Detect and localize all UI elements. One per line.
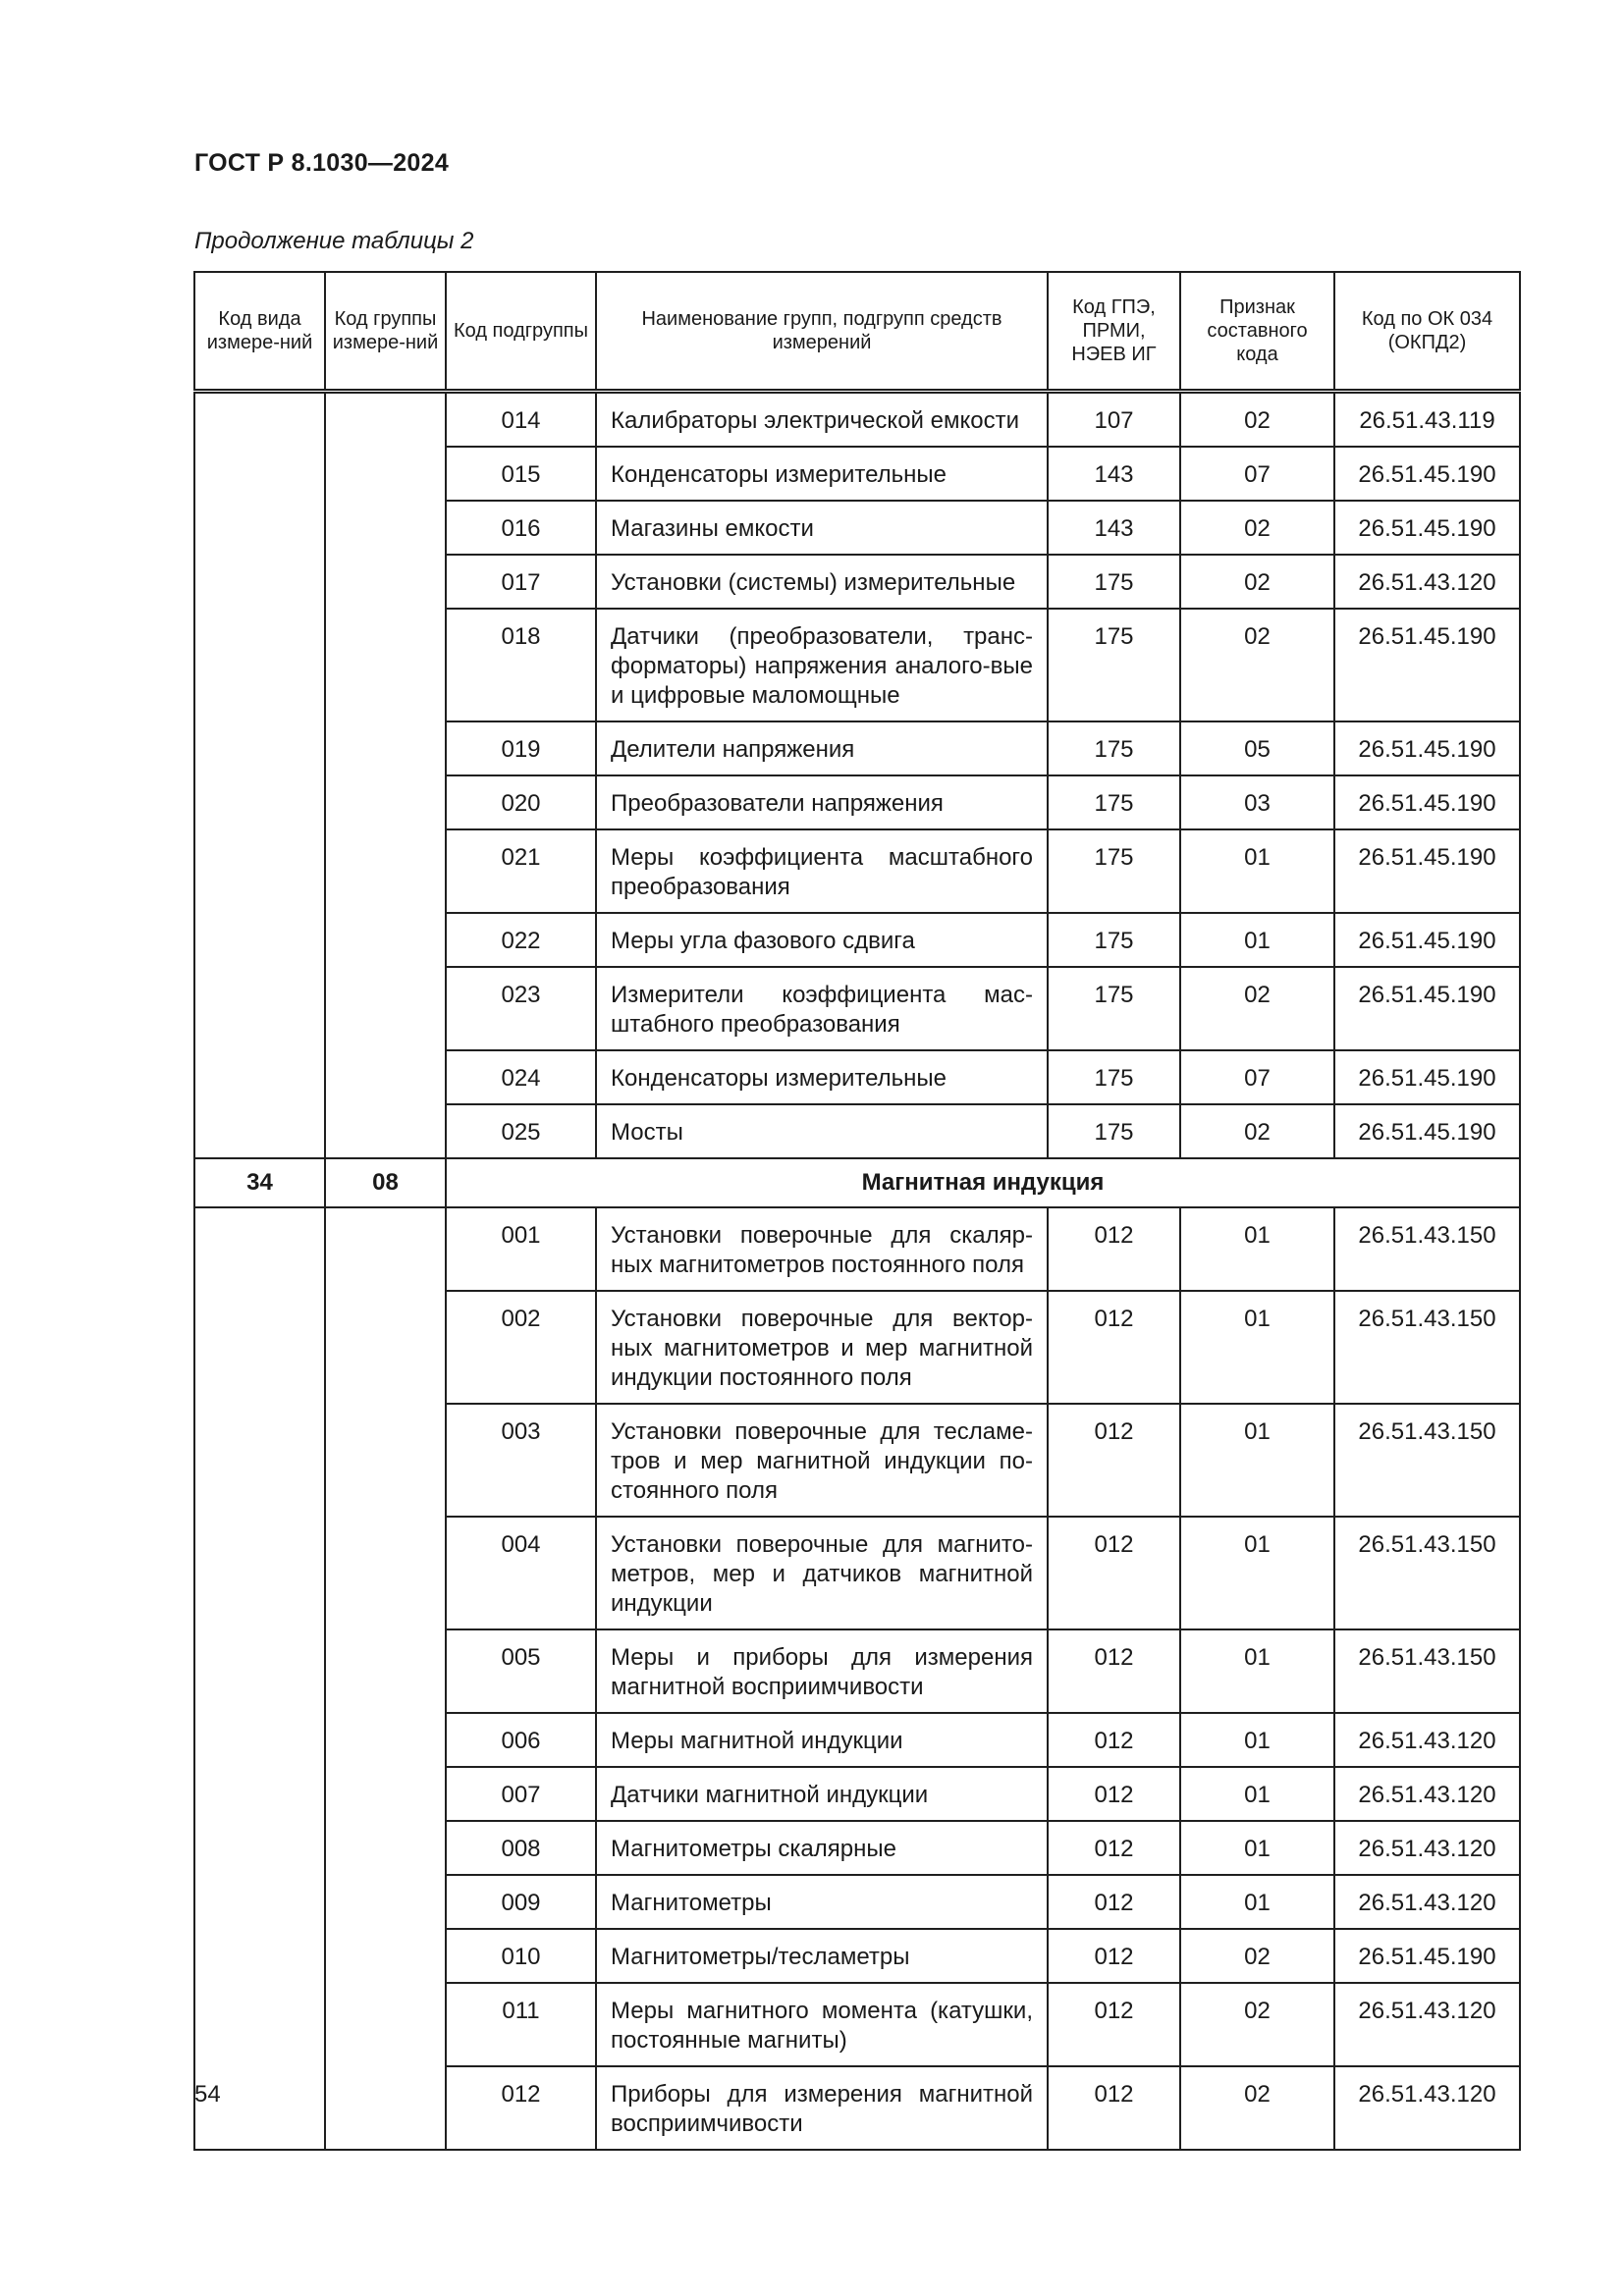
okpd-code: 26.51.43.120 [1334, 2066, 1520, 2150]
subgroup-name: Меры угла фазового сдвига [596, 913, 1048, 967]
subgroup-code: 017 [446, 555, 596, 609]
okpd-code: 26.51.45.190 [1334, 913, 1520, 967]
table-row [194, 1207, 1520, 1291]
composite-sign: 01 [1180, 1767, 1334, 1821]
subgroup-code: 015 [446, 447, 596, 501]
okpd-code: 26.51.43.120 [1334, 1983, 1520, 2066]
composite-sign: 01 [1180, 1517, 1334, 1629]
table-row [194, 392, 1520, 448]
section-group-code: 08 [325, 1158, 446, 1207]
group-cell-empty [325, 1207, 446, 2150]
subgroup-name: Датчики (преобразователи, транс-форматоры) напряжения аналого-вые и цифровые маломощные [596, 609, 1048, 721]
okpd-code: 26.51.45.190 [1334, 829, 1520, 913]
column-header-group: Код группы измере-ний [325, 272, 446, 392]
subgroup-code: 007 [446, 1767, 596, 1821]
subgroup-name: Установки поверочные для вектор-ных магнитометров и мер магнитной индукции постоянного поля [596, 1291, 1048, 1404]
subgroup-name: Магнитометры скалярные [596, 1821, 1048, 1875]
table-header-row [194, 272, 1520, 392]
subgroup-name: Меры магнитной индукции [596, 1713, 1048, 1767]
okpd-code: 26.51.43.150 [1334, 1207, 1520, 1291]
composite-sign: 01 [1180, 1404, 1334, 1517]
subgroup-code: 024 [446, 1050, 596, 1104]
composite-sign: 01 [1180, 1629, 1334, 1713]
subgroup-code: 011 [446, 1983, 596, 2066]
subgroup-code: 006 [446, 1713, 596, 1767]
subgroup-name: Приборы для измерения магнитной восприимчивости [596, 2066, 1048, 2150]
subgroup-name: Калибраторы электрической емкости [596, 392, 1048, 448]
composite-sign: 01 [1180, 829, 1334, 913]
okpd-code: 26.51.43.150 [1334, 1517, 1520, 1629]
subgroup-name: Датчики магнитной индукции [596, 1767, 1048, 1821]
subgroup-code: 016 [446, 501, 596, 555]
subgroup-code: 009 [446, 1875, 596, 1929]
gpe-code: 012 [1048, 1929, 1180, 1983]
section-kind-code: 34 [194, 1158, 325, 1207]
subgroup-name: Установки поверочные для тесламе-тров и мер магнитной индукции по-стоянного поля [596, 1404, 1048, 1517]
subgroup-code: 005 [446, 1629, 596, 1713]
gpe-code: 143 [1048, 501, 1180, 555]
group-cell-empty [325, 392, 446, 1159]
okpd-code: 26.51.43.120 [1334, 1875, 1520, 1929]
gpe-code: 012 [1048, 1207, 1180, 1291]
composite-sign: 02 [1180, 392, 1334, 448]
composite-sign: 02 [1180, 1104, 1334, 1158]
okpd-code: 26.51.43.120 [1334, 555, 1520, 609]
composite-sign: 02 [1180, 501, 1334, 555]
composite-sign: 02 [1180, 555, 1334, 609]
gpe-code: 175 [1048, 721, 1180, 775]
table-section [194, 1158, 1520, 1207]
okpd-code: 26.51.45.190 [1334, 1929, 1520, 1983]
subgroup-code: 010 [446, 1929, 596, 1983]
gpe-code: 012 [1048, 1821, 1180, 1875]
subgroup-name: Магазины емкости [596, 501, 1048, 555]
okpd-code: 26.51.45.190 [1334, 967, 1520, 1050]
subgroup-name: Преобразователи напряжения [596, 775, 1048, 829]
kind-cell-empty [194, 392, 325, 1159]
okpd-code: 26.51.43.119 [1334, 392, 1520, 448]
gpe-code: 107 [1048, 392, 1180, 448]
okpd-code: 26.51.43.150 [1334, 1291, 1520, 1404]
okpd-code: 26.51.45.190 [1334, 721, 1520, 775]
composite-sign: 03 [1180, 775, 1334, 829]
gpe-code: 012 [1048, 1713, 1180, 1767]
composite-sign: 02 [1180, 967, 1334, 1050]
composite-sign: 07 [1180, 447, 1334, 501]
okpd-code: 26.51.45.190 [1334, 501, 1520, 555]
gpe-code: 175 [1048, 609, 1180, 721]
subgroup-name: Делители напряжения [596, 721, 1048, 775]
column-header-subgroup: Код подгруппы [446, 272, 596, 392]
subgroup-code: 023 [446, 967, 596, 1050]
subgroup-code: 018 [446, 609, 596, 721]
gpe-code: 012 [1048, 1404, 1180, 1517]
subgroup-name: Магнитометры [596, 1875, 1048, 1929]
composite-sign: 01 [1180, 1875, 1334, 1929]
composite-sign: 01 [1180, 1291, 1334, 1404]
gpe-code: 012 [1048, 1291, 1180, 1404]
composite-sign: 02 [1180, 1929, 1334, 1983]
subgroup-name: Мосты [596, 1104, 1048, 1158]
table-body-a [194, 392, 1520, 1159]
composite-sign: 02 [1180, 1983, 1334, 2066]
gpe-code: 012 [1048, 1517, 1180, 1629]
okpd-code: 26.51.43.150 [1334, 1404, 1520, 1517]
measurement-codes-table [193, 271, 1521, 2151]
column-header-okpd: Код по ОК 034 (ОКПД2) [1334, 272, 1520, 392]
table-body-b [194, 1207, 1520, 2150]
gpe-code: 175 [1048, 967, 1180, 1050]
subgroup-code: 004 [446, 1517, 596, 1629]
subgroup-name: Конденсаторы измерительные [596, 1050, 1048, 1104]
okpd-code: 26.51.43.120 [1334, 1767, 1520, 1821]
column-header-kind: Код вида измере-ний [194, 272, 325, 392]
subgroup-code: 019 [446, 721, 596, 775]
gpe-code: 175 [1048, 1050, 1180, 1104]
gpe-code: 012 [1048, 1629, 1180, 1713]
composite-sign: 01 [1180, 1713, 1334, 1767]
page-number: 54 [194, 2081, 221, 2108]
okpd-code: 26.51.45.190 [1334, 1104, 1520, 1158]
gpe-code: 012 [1048, 2066, 1180, 2150]
table-caption: Продолжение таблицы 2 [194, 228, 474, 254]
composite-sign: 05 [1180, 721, 1334, 775]
composite-sign: 01 [1180, 913, 1334, 967]
subgroup-name: Магнитометры/тесламетры [596, 1929, 1048, 1983]
subgroup-name: Конденсаторы измерительные [596, 447, 1048, 501]
okpd-code: 26.51.45.190 [1334, 775, 1520, 829]
subgroup-name: Установки поверочные для скаляр-ных магнитометров постоянного поля [596, 1207, 1048, 1291]
okpd-code: 26.51.45.190 [1334, 1050, 1520, 1104]
subgroup-code: 012 [446, 2066, 596, 2150]
column-header-name: Наименование групп, подгрупп средств измерений [596, 272, 1048, 392]
column-header-sign: Признак составного кода [1180, 272, 1334, 392]
gpe-code: 012 [1048, 1983, 1180, 2066]
okpd-code: 26.51.45.190 [1334, 447, 1520, 501]
column-header-gpe: Код ГПЭ, ПРМИ, НЭЕВ ИГ [1048, 272, 1180, 392]
composite-sign: 07 [1180, 1050, 1334, 1104]
subgroup-name: Установки (системы) измерительные [596, 555, 1048, 609]
subgroup-name: Меры коэффициента масштабного преобразования [596, 829, 1048, 913]
subgroup-code: 021 [446, 829, 596, 913]
okpd-code: 26.51.43.150 [1334, 1629, 1520, 1713]
gpe-code: 143 [1048, 447, 1180, 501]
kind-cell-empty [194, 1207, 325, 2150]
composite-sign: 01 [1180, 1821, 1334, 1875]
subgroup-name: Измерители коэффициента мас-штабного преобразования [596, 967, 1048, 1050]
subgroup-code: 025 [446, 1104, 596, 1158]
subgroup-code: 020 [446, 775, 596, 829]
gpe-code: 175 [1048, 555, 1180, 609]
subgroup-name: Меры и приборы для измерения магнитной восприимчивости [596, 1629, 1048, 1713]
composite-sign: 02 [1180, 2066, 1334, 2150]
composite-sign: 02 [1180, 609, 1334, 721]
document-header: ГОСТ Р 8.1030—2024 [194, 149, 450, 177]
gpe-code: 175 [1048, 1104, 1180, 1158]
gpe-code: 012 [1048, 1875, 1180, 1929]
okpd-code: 26.51.43.120 [1334, 1821, 1520, 1875]
gpe-code: 175 [1048, 913, 1180, 967]
gpe-code: 012 [1048, 1767, 1180, 1821]
subgroup-code: 014 [446, 392, 596, 448]
section-title: Магнитная индукция [446, 1158, 1520, 1207]
subgroup-name: Установки поверочные для магнито-метров, мер и датчиков магнитной индукции [596, 1517, 1048, 1629]
okpd-code: 26.51.45.190 [1334, 609, 1520, 721]
subgroup-name: Меры магнитного момента (катушки, постоянные магниты) [596, 1983, 1048, 2066]
subgroup-code: 003 [446, 1404, 596, 1517]
gpe-code: 175 [1048, 775, 1180, 829]
gpe-code: 175 [1048, 829, 1180, 913]
okpd-code: 26.51.43.120 [1334, 1713, 1520, 1767]
subgroup-code: 008 [446, 1821, 596, 1875]
composite-sign: 01 [1180, 1207, 1334, 1291]
section-row [194, 1158, 1520, 1207]
subgroup-code: 001 [446, 1207, 596, 1291]
subgroup-code: 002 [446, 1291, 596, 1404]
subgroup-code: 022 [446, 913, 596, 967]
